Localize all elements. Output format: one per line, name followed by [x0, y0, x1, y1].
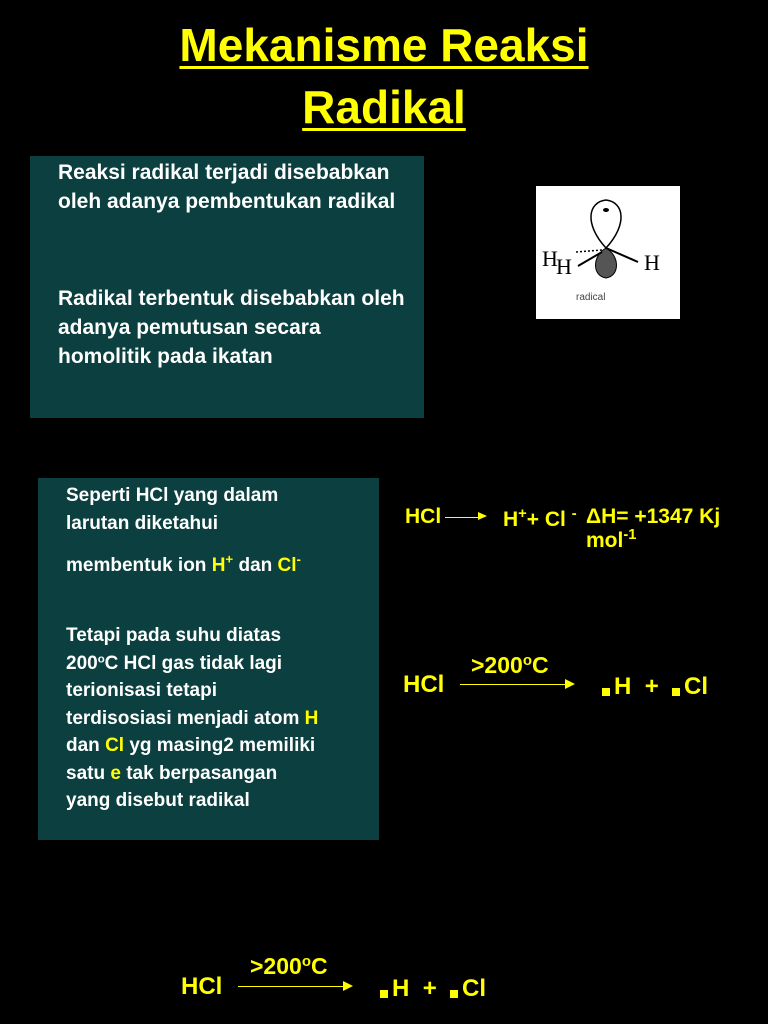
radical-orbital-svg — [536, 186, 680, 319]
eq3-products — [380, 975, 486, 1003]
eq1-arrow-line — [445, 517, 481, 518]
eq1-cl-charge: - — [571, 505, 577, 522]
hcl-line-3 — [66, 552, 386, 580]
eq2-arrow-line — [460, 684, 568, 685]
atom-h: H — [304, 707, 319, 729]
temp-line-5 — [66, 732, 386, 760]
eq2-cl-radical: Cl — [684, 673, 709, 700]
ion-h: H — [211, 555, 226, 576]
eq1-cl: Cl — [544, 508, 566, 531]
eq3-unit: C — [310, 953, 328, 979]
temp-line-5-prefix: dan — [66, 735, 106, 756]
lower-lobe — [596, 248, 617, 278]
eq3-plus: + — [422, 975, 437, 1002]
hcl-line-3-prefix: membentuk ion — [66, 555, 212, 576]
eq2-radical-dot-h — [602, 688, 610, 696]
temp-line-2 — [66, 650, 386, 678]
eq2-unit: C — [531, 652, 549, 678]
eq2-arrow-head — [565, 679, 575, 689]
atom-cl: Cl — [105, 735, 125, 756]
page-title — [0, 14, 768, 138]
temp-paragraph — [66, 622, 386, 815]
eq1-h: H — [503, 508, 519, 531]
eq2-plus: + — [644, 673, 659, 700]
temp-line-5-rest: yg masing2 memiliki — [124, 735, 316, 756]
upper-lobe — [591, 200, 621, 248]
eq3-radical-dot-h — [380, 990, 388, 998]
radical-orbital-diagram — [536, 186, 680, 319]
eq2-condition — [471, 652, 549, 679]
hcl-line-3-mid: dan — [233, 555, 278, 576]
eq2-reactant: HCl — [403, 671, 445, 698]
hcl-line-2: larutan diketahui — [66, 513, 219, 534]
definition-paragraph-1: Reaksi radikal terjadi disebabkan oleh adanya pembentukan radikal — [58, 161, 396, 213]
temp-line-6 — [66, 760, 386, 788]
eq3-degree: o — [301, 952, 311, 970]
ion-h-charge: + — [225, 551, 234, 567]
hcl-explanation-box — [38, 478, 379, 840]
hcl-line-1: Seperti HCl yang dalam — [66, 485, 279, 506]
temp-line-7: yang disebut radikal — [66, 790, 250, 811]
atom-h-left-1: H — [542, 246, 558, 271]
atom-h-left-2: H — [556, 254, 572, 279]
temp-line-4-prefix: terdisosiasi menjadi atom — [66, 707, 305, 729]
definition-paragraph-2: Radikal terbentuk disebabkan oleh adanya pemutusan secara homolitik pada ikatan — [58, 287, 405, 368]
eq1-h-charge: + — [518, 505, 527, 522]
eq1-products — [503, 505, 577, 532]
eq2-degree: o — [522, 651, 532, 669]
eq1-delta-unit-exp: -1 — [623, 526, 637, 543]
ion-cl: Cl — [277, 555, 297, 576]
eq3-condition — [250, 953, 328, 980]
bond-left-dashed — [576, 250, 602, 252]
diagram-caption: radical — [576, 292, 606, 303]
temp-line-4 — [66, 705, 386, 733]
eq3-arrow-line — [238, 986, 346, 987]
temp-line-6-prefix: satu — [66, 762, 111, 784]
eq3-cl-radical: Cl — [462, 975, 487, 1002]
eq2-temp: >200 — [471, 652, 523, 678]
temp-line-6-rest: tak berpasangan — [120, 762, 278, 784]
eq2-products — [602, 673, 708, 701]
eq1-delta-h: ΔH= +1347 Kj mol — [586, 505, 721, 552]
eq3-h-radical: H — [392, 975, 410, 1002]
temp-value: 200 — [66, 652, 98, 674]
atom-h-right: H — [644, 250, 660, 275]
eq1-reactant: HCl — [405, 505, 442, 528]
temp-line-2-rest: C HCl gas tidak lagi — [104, 652, 283, 674]
definition-box — [30, 156, 424, 418]
eq3-temp: >200 — [250, 953, 302, 979]
eq1-arrow-head — [478, 512, 487, 520]
unpaired-electron — [603, 208, 609, 212]
eq2-radical-dot-cl — [672, 688, 680, 696]
title-line-1: Mekanisme Reaksi — [179, 19, 589, 71]
eq1-enthalpy — [586, 505, 768, 553]
ion-cl-charge: - — [296, 551, 301, 567]
eq3-reactant: HCl — [181, 973, 223, 1000]
title-line-2: Radikal — [302, 81, 466, 133]
eq3-arrow-head — [343, 981, 353, 991]
eq3-radical-dot-cl — [450, 990, 458, 998]
degree-mark: o — [97, 653, 105, 666]
electron-e: e — [110, 762, 121, 784]
temp-line-3: terionisasi tetapi — [66, 680, 217, 701]
eq1-plus: + — [526, 508, 540, 531]
eq2-h-radical: H — [614, 673, 632, 700]
temp-line-1: Tetapi pada suhu diatas — [66, 625, 282, 646]
